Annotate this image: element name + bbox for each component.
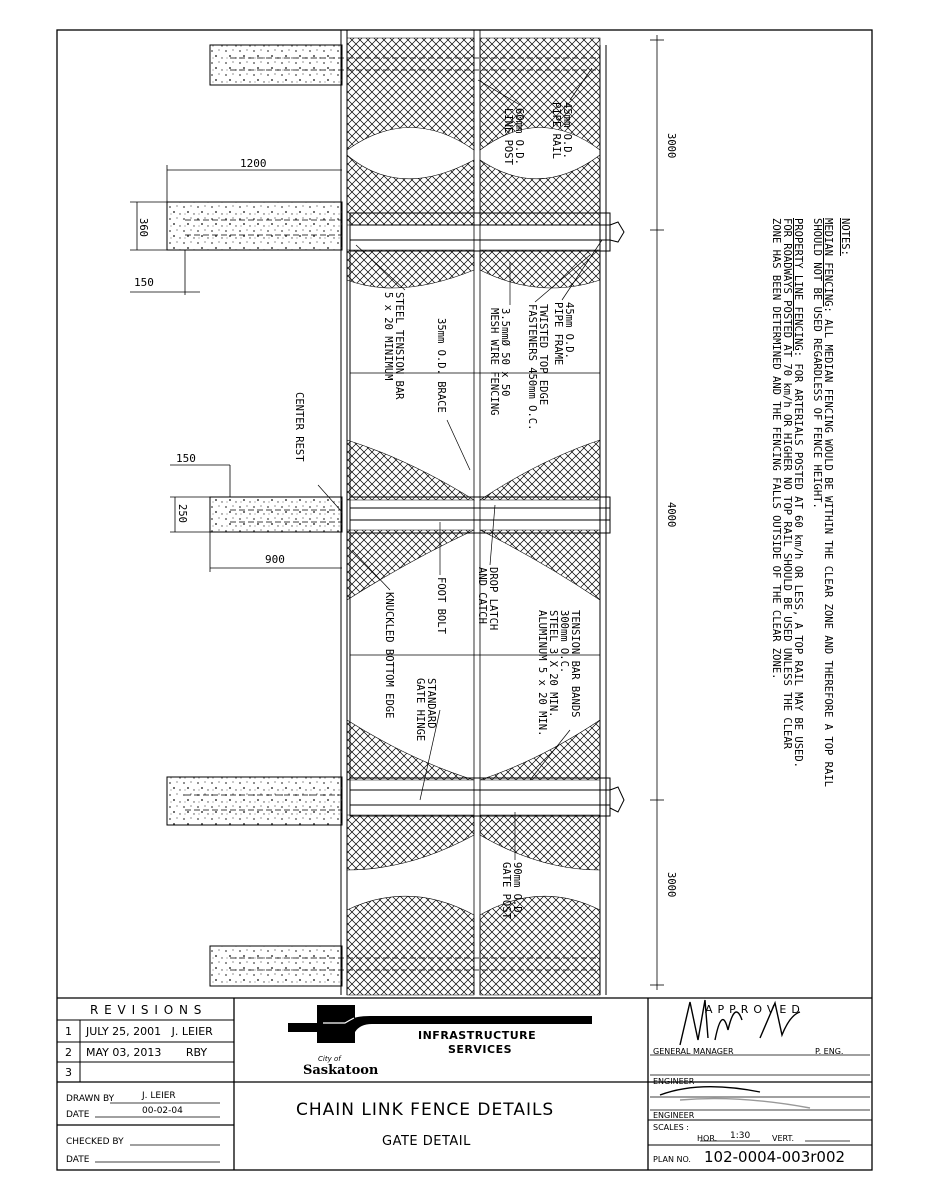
dim-1200: 1200	[240, 157, 267, 170]
dept-name-2: SERVICES	[448, 1043, 513, 1056]
plan-no-label: PLAN NO.	[653, 1155, 691, 1164]
label-gate-hinge: STANDARD GATE HINGE	[414, 678, 437, 742]
scales-label: SCALES :	[653, 1123, 689, 1132]
label-tension-bar: STEEL TENSION BAR 5 x 20 MINIMUM	[382, 292, 405, 400]
scale-hor-label: HOR.	[697, 1134, 718, 1143]
checked-date-label: DATE	[66, 1155, 90, 1165]
label-knuckled: KNUCKLED BOTTOM EDGE	[383, 592, 395, 719]
dept-name-1: INFRASTRUCTURE	[418, 1029, 537, 1042]
city-name: Saskatoon	[303, 1063, 379, 1078]
dim-150-a: 150	[134, 276, 154, 289]
drawn-by-value: J. LEIER	[142, 1091, 176, 1101]
drawing-title: CHAIN LINK FENCE DETAILS	[296, 1100, 555, 1120]
label-mesh: 3.5mmØ 50 x 50 MESH WIRE FENCING	[488, 308, 511, 416]
scale-vert-label: VERT.	[772, 1134, 794, 1143]
city-of-label: City of	[318, 1055, 341, 1063]
revision-1-text: JULY 25, 2001 J. LEIER	[86, 1025, 213, 1038]
note-property-line-1: PROPERTY LINE FENCING: FOR ARTERIALS POSTED AT 60 km/h OR LESS, A TOP RAIL MAY BE USED.	[792, 218, 804, 768]
label-foot-bolt: FOOT BOLT	[435, 577, 447, 634]
dim-gate-4000: 4000	[665, 502, 677, 528]
engineer-label-1: ENGINEER	[653, 1077, 695, 1086]
drawing-subtitle: GATE DETAIL	[382, 1134, 471, 1149]
revision-2-text: MAY 03, 2013 RBY	[86, 1046, 208, 1059]
drawn-by-label: DRAWN BY	[66, 1094, 115, 1104]
label-center-rest: CENTER REST	[293, 392, 305, 462]
note-property-line-3: ZONE HAS BEEN DETERMINED AND THE FENCING FALLS OUTSIDE OF THE CLEAR ZONE.	[770, 218, 782, 680]
label-gate-post: 90mm O.D. GATE POST	[500, 862, 523, 919]
dim-150-b: 150	[176, 452, 196, 465]
label-drop-latch: DROP LATCH AND CATCH	[476, 567, 499, 631]
note-property-line-2: FOR ROADWAYS POSTED AT 70 km/h OR HIGHER NO TOP RAIL SHOULD BE USED UNLESS THE CLEAR	[781, 218, 793, 750]
label-pipe-frame: 45mm O.D. PIPE FRAME	[552, 302, 575, 366]
note-median-line-1: MEDIAN FENCING: ALL MEDIAN FENCING WOULD BE WITHIN THE CLEAR ZONE AND THEREFORE A TOP RAIL	[822, 218, 834, 787]
dim-top-3000: 3000	[665, 133, 677, 159]
label-tension-bands: TENSION BAR BANDS 300mm O.C. STEEL 3 X 20 MIN. ALUMINUM 5 x 20 MIN.	[536, 610, 581, 737]
plan-number: 102-0004-003r002	[704, 1148, 846, 1166]
approved-label: APPROVED	[705, 1003, 805, 1016]
drawn-date-value: 00-02-04	[142, 1106, 183, 1116]
revision-2-num: 2	[65, 1046, 72, 1059]
notes-block	[770, 218, 850, 787]
general-manager-label: GENERAL MANAGER	[653, 1047, 734, 1056]
p-eng-label: P. ENG.	[815, 1047, 844, 1056]
scale-hor-value: 1:30	[730, 1131, 751, 1141]
checked-by-label: CHECKED BY	[66, 1137, 124, 1147]
label-brace: 35mm O.D. BRACE	[435, 318, 447, 413]
mesh-wire-fencing	[347, 38, 600, 995]
revision-3-num: 3	[65, 1066, 72, 1079]
dim-250: 250	[176, 504, 188, 523]
label-pipe-rail: 45mm O.D. PIPE RAIL	[550, 102, 573, 159]
gate-post-caps	[610, 222, 624, 812]
note-median-line-2: SHOULD NOT BE USED REGARDLESS OF FENCE HEIGHT.	[811, 218, 823, 509]
label-twisted-top: TWISTED TOP EDGE FASTENERS 450mm O.C.	[526, 304, 549, 431]
dim-360: 360	[137, 218, 149, 237]
drawn-date-label: DATE	[66, 1110, 90, 1120]
revisions-title: R E V I S I O N S	[90, 1003, 203, 1017]
revision-1-num: 1	[65, 1025, 72, 1038]
label-line-post: 60mm O.D. LINE POST	[502, 108, 525, 165]
dim-900: 900	[265, 553, 285, 566]
notes-title: NOTES:	[839, 218, 851, 256]
engineer-label-2: ENGINEER	[653, 1111, 695, 1120]
dim-bottom-3000: 3000	[665, 872, 677, 898]
